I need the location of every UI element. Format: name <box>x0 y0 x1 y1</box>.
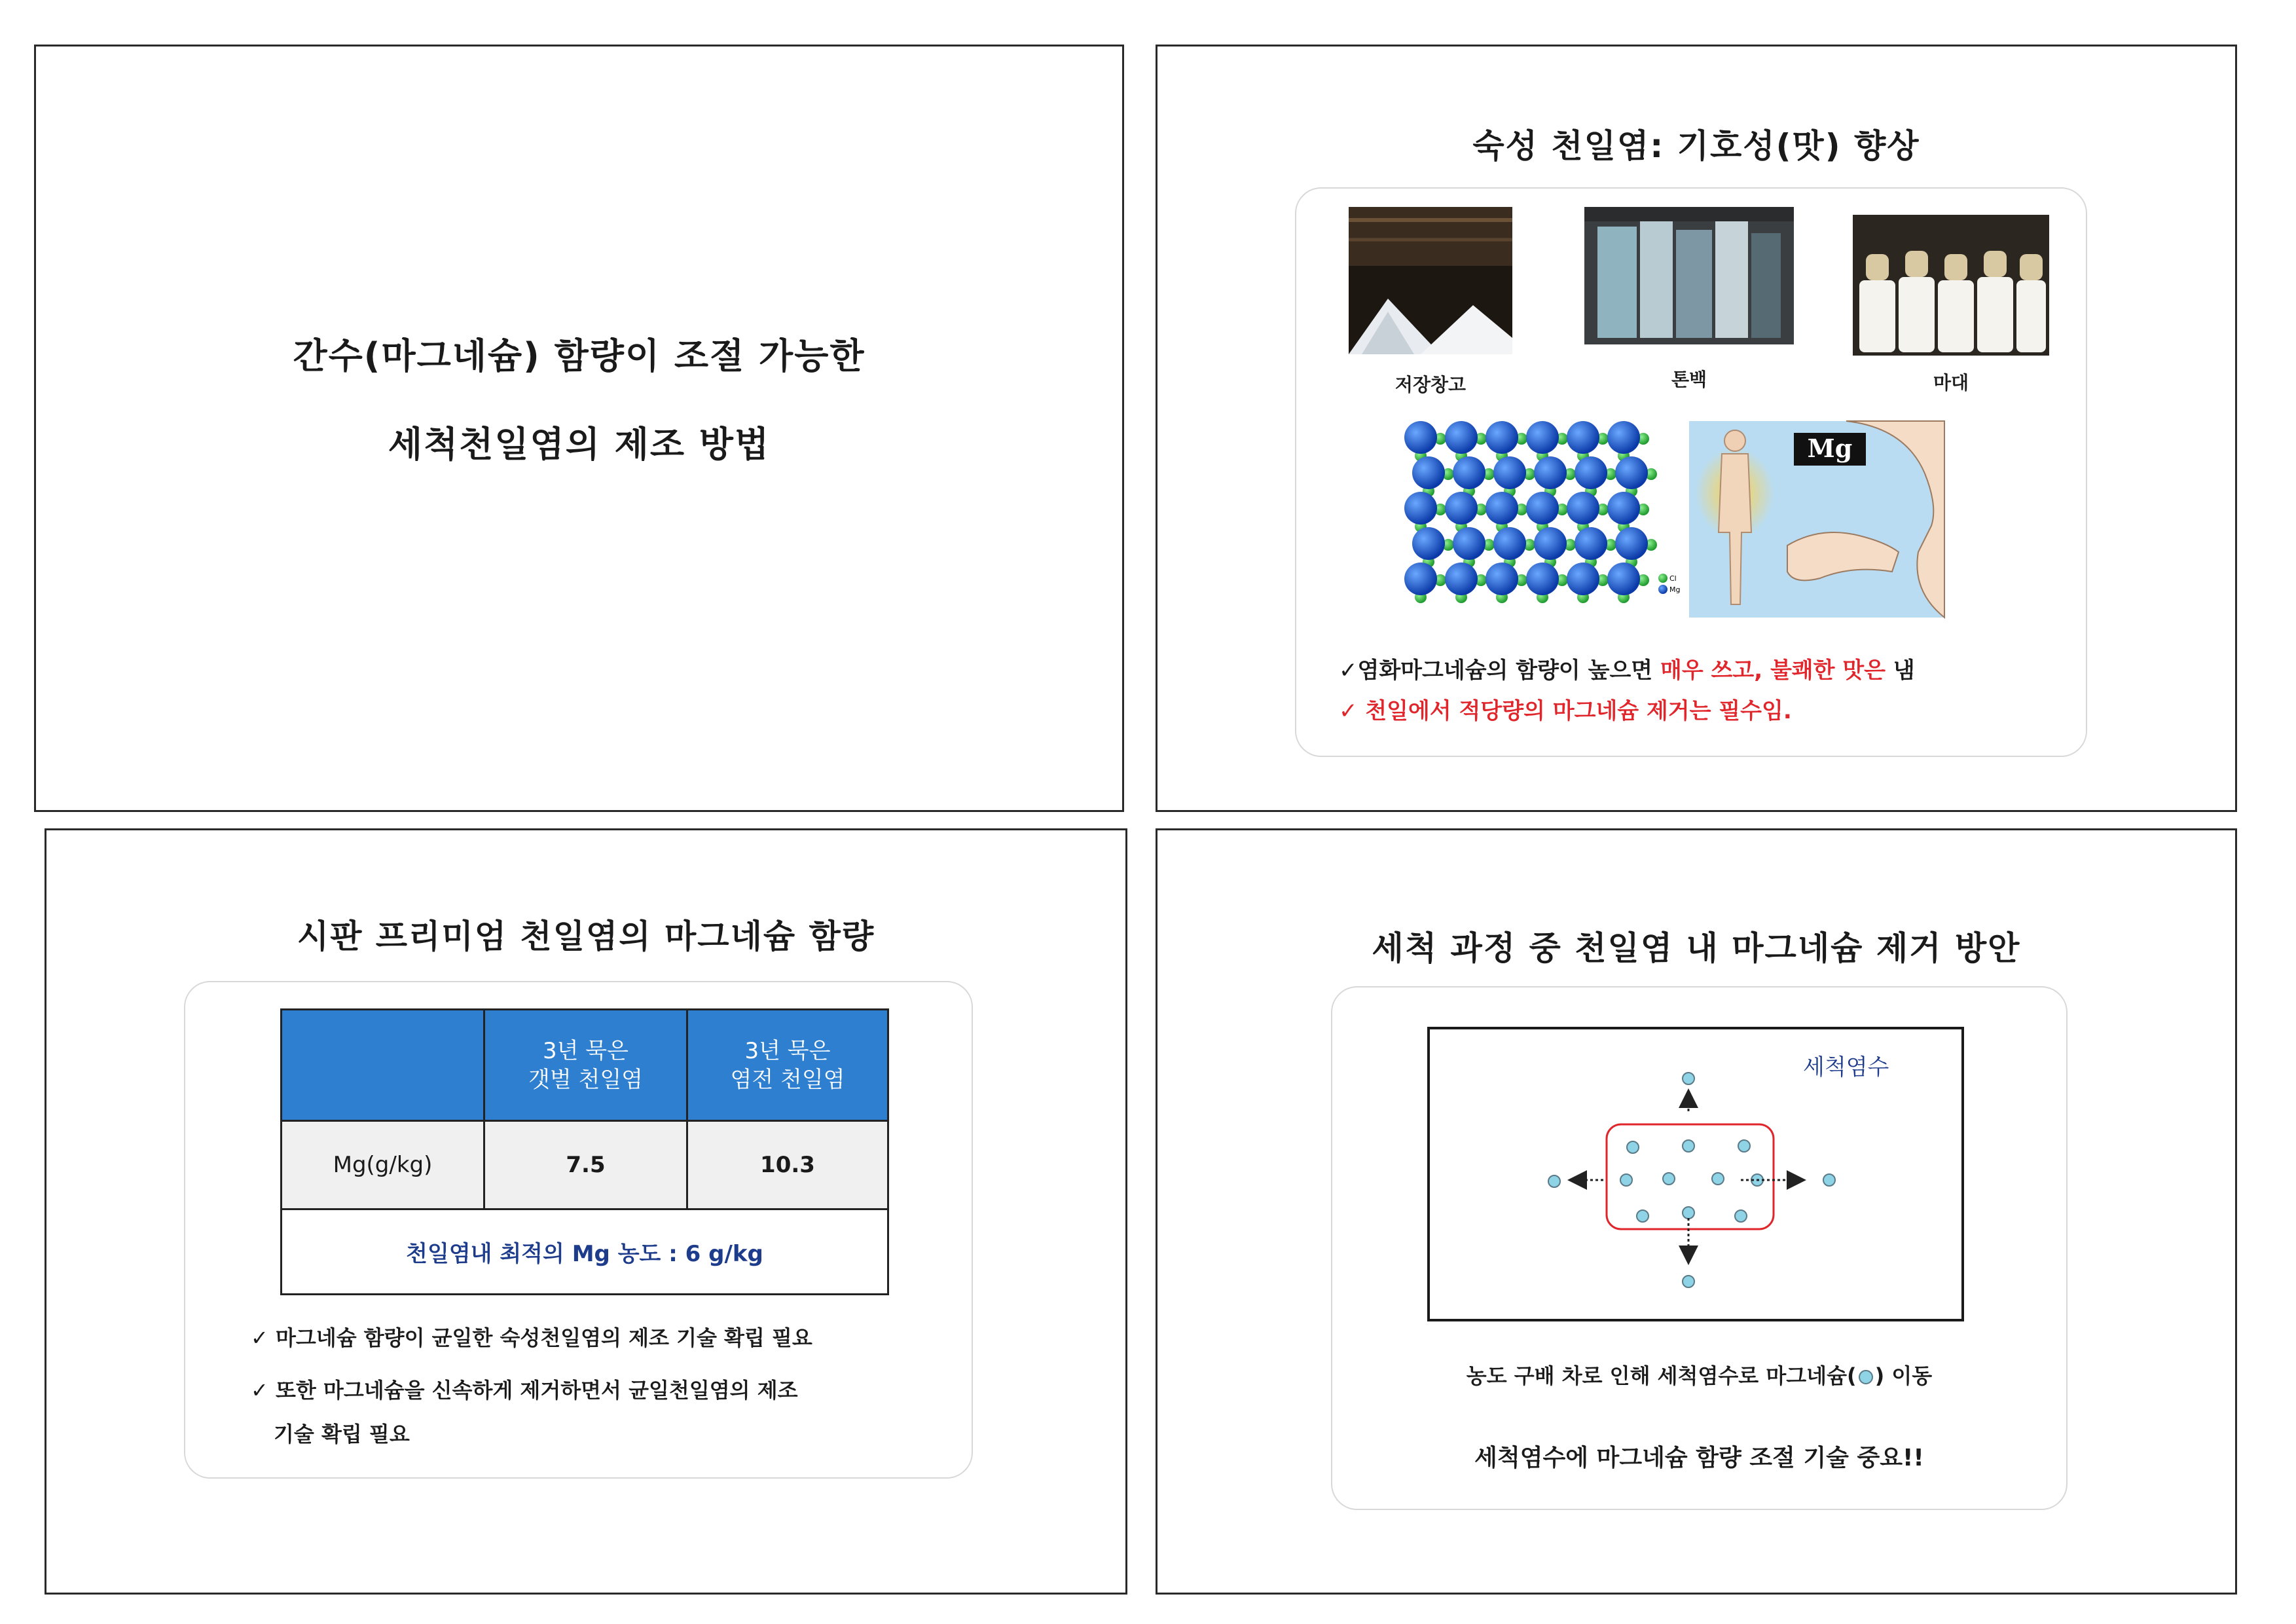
magnesium-ion <box>1683 1140 1694 1152</box>
diffusion-diagram <box>1427 1027 1964 1321</box>
legend-mg: Mg <box>1669 585 1681 594</box>
caption-tonbag: 톤백 <box>1671 369 1707 390</box>
magnesium-ion <box>1712 1173 1724 1185</box>
magnesium-ion <box>1526 492 1559 525</box>
mg-label: Mg <box>1807 434 1853 463</box>
magnesium-ion <box>1575 456 1607 489</box>
header-col-tidal-line1: 3년 묵은 <box>543 1037 629 1064</box>
value-salt-field: 10.3 <box>687 1121 888 1209</box>
magnesium-ion <box>1412 527 1445 560</box>
magnesium-ion <box>1607 492 1640 525</box>
header-empty-cell <box>282 1010 484 1121</box>
magnesium-ion <box>1823 1174 1835 1186</box>
magnesium-ion <box>1404 492 1437 525</box>
magnesium-ion <box>1485 492 1518 525</box>
magnesium-ion <box>1683 1276 1694 1287</box>
diffusion-caption <box>1332 1359 2066 1390</box>
header-col-field-line1: 3년 묵은 <box>744 1037 831 1064</box>
magnesium-ion <box>1627 1141 1639 1153</box>
content-panel <box>184 981 973 1479</box>
row-label-mg: Mg(g/kg) <box>282 1121 484 1209</box>
magnesium-ion <box>1493 527 1526 560</box>
check-bitter-taste <box>1339 652 1915 684</box>
magnesium-ion <box>1445 563 1478 595</box>
content-panel <box>1295 187 2087 757</box>
header-col-salt-field <box>687 1010 888 1121</box>
magnesium-ion <box>1493 456 1526 489</box>
magnesium-ion <box>1567 563 1599 595</box>
slide-washing-method <box>1156 828 2237 1595</box>
magnesium-ion <box>1615 527 1648 560</box>
magnesium-ion <box>1404 421 1437 454</box>
check-rapid-removal-cont: 기술 확립 필요 <box>274 1422 410 1447</box>
magnesium-ion <box>1485 563 1518 595</box>
magnesium-ion <box>1445 492 1478 525</box>
magnesium-ion <box>1485 421 1518 454</box>
slide-heading: 세척 과정 중 천일염 내 마그네슘 제거 방안 <box>1372 929 2021 967</box>
key-message: 세척염수에 마그네슘 함량 조절 기술 중요!! <box>1474 1445 1924 1471</box>
check-text: ✓염화마그네슘의 함량이 높으면 <box>1339 657 1660 684</box>
crystal-lattice-illustration <box>1401 418 1681 608</box>
check-rapid-removal: ✓ 또한 마그네슘을 신속하게 제거하면서 균일천일염의 제조 <box>251 1378 798 1403</box>
title-line-2: 세척천일염의 제조 방법 <box>388 424 771 465</box>
magnesium-ion <box>1567 421 1599 454</box>
slide-heading: 숙성 천일염: 기호성(맛) 향상 <box>1472 127 1920 165</box>
caption-sack: 마대 <box>1933 372 1969 394</box>
check-removal-required: ✓ 천일에서 적당량의 마그네슘 제거는 필수임. <box>1339 698 1792 724</box>
title-line-1: 간수(마그네슘) 함량이 조절 가능한 <box>293 335 866 377</box>
check-text-suffix: 냄 <box>1886 657 1915 684</box>
magnesium-ion <box>1534 456 1567 489</box>
header-col-tidal-line2: 갯벌 천일염 <box>528 1066 644 1093</box>
magnesium-ion <box>1663 1173 1675 1185</box>
magnesium-ion <box>1453 456 1485 489</box>
magnesium-ion <box>1575 527 1607 560</box>
legend-cl: Cl <box>1669 574 1677 583</box>
check-uniform-tech: ✓ 마그네슘 함량이 균일한 숙성천일염의 제조 기술 확립 필요 <box>251 1325 812 1350</box>
magnesium-ion <box>1548 1175 1560 1187</box>
magnesium-ion <box>1412 456 1445 489</box>
ion-icon <box>1857 1368 1875 1386</box>
slide-commercial-salt <box>45 828 1127 1595</box>
magnesium-ion <box>1526 421 1559 454</box>
content-panel <box>1331 986 2068 1510</box>
check-red-text: 매우 쓰고, 불쾌한 맛은 <box>1660 657 1886 684</box>
magnesium-ion <box>1735 1210 1747 1222</box>
caption-warehouse: 저장창고 <box>1394 374 1467 396</box>
warehouse-photo <box>1349 207 1512 354</box>
magnesium-ion <box>1620 1174 1632 1186</box>
magnesium-ion <box>1738 1140 1750 1152</box>
magnesium-table <box>280 1008 889 1295</box>
caption-text-b: ) 이동 <box>1874 1363 1933 1388</box>
optimal-mg-note: 천일염내 최적의 Mg 농도 : 6 g/kg <box>282 1209 888 1295</box>
slide-aged-salt <box>1156 45 2237 812</box>
magnesium-ion <box>1615 456 1648 489</box>
value-tidal-flat: 7.5 <box>484 1121 687 1209</box>
magnesium-ion <box>1637 1210 1649 1222</box>
magnesium-ion <box>1453 527 1485 560</box>
caption-text-a: 농도 구배 차로 인해 세척염수로 마그네슘( <box>1466 1363 1857 1388</box>
magnesium-ion <box>1607 421 1640 454</box>
taste-illustration <box>1689 421 1944 618</box>
header-col-tidal-flat <box>484 1010 687 1121</box>
magnesium-ion <box>1445 421 1478 454</box>
magnesium-ion <box>1607 563 1640 595</box>
magnesium-ion <box>1567 492 1599 525</box>
header-col-field-line2: 염전 천일염 <box>730 1066 845 1093</box>
brine-label: 세척염수 <box>1803 1054 1889 1080</box>
magnesium-ion <box>1683 1073 1694 1084</box>
tonbag-photo <box>1584 207 1794 344</box>
magnesium-ion <box>1683 1207 1694 1219</box>
magnesium-ion <box>1534 527 1567 560</box>
sacks-photo <box>1853 215 2049 356</box>
magnesium-ion <box>1404 563 1437 595</box>
slide-heading: 시판 프리미엄 천일염의 마그네슘 함량 <box>297 917 875 955</box>
slide-title <box>34 45 1124 812</box>
magnesium-ion <box>1526 563 1559 595</box>
